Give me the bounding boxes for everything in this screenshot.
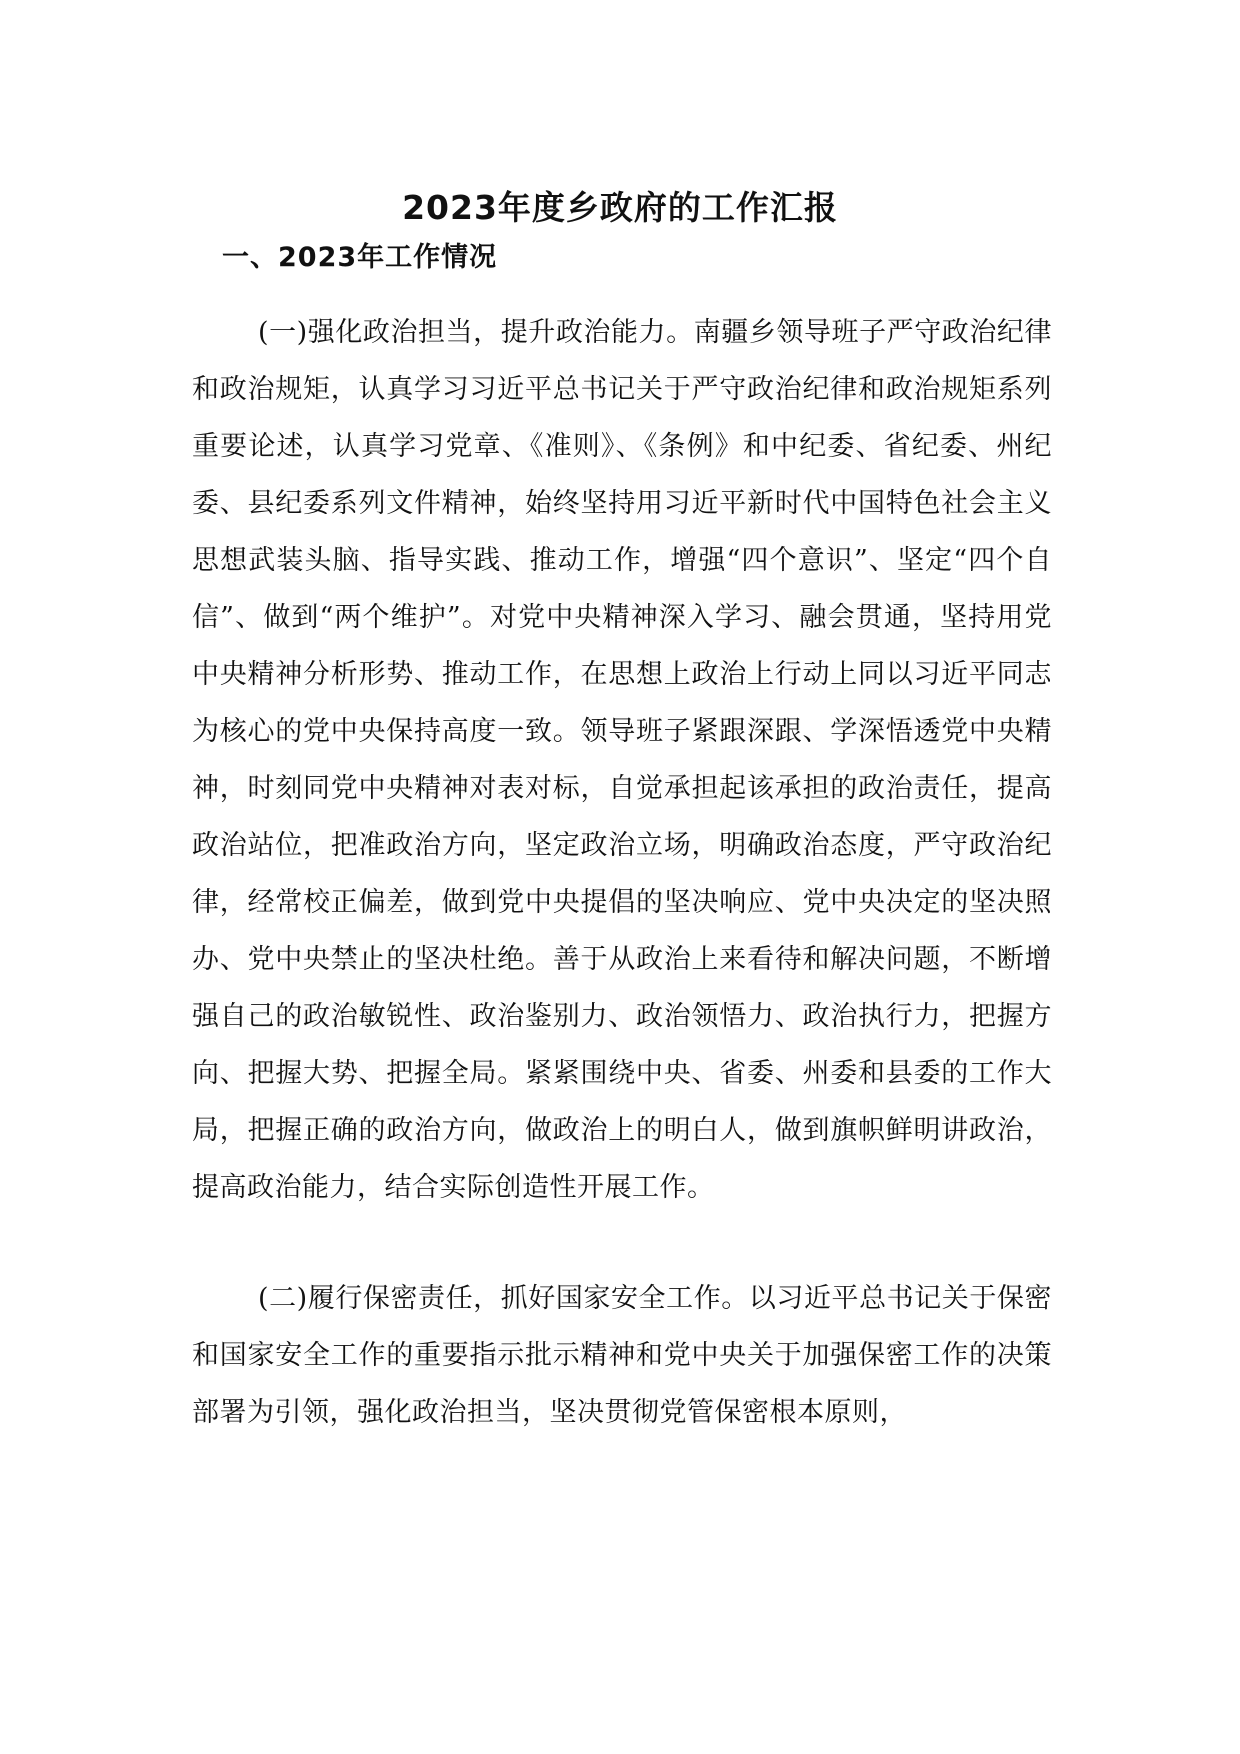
section-heading: 一、2023年工作情况 [222, 242, 498, 273]
document-title: 2023年度乡政府的工作汇报 [402, 188, 838, 227]
paragraph-1: (一)强化政治担当，提升政治能力。南疆乡领导班子严守政治纪律和政治规矩，认真学习习近平总书记关于严守政治纪律和政治规矩系列重要论述，认真学习党章、《准则》、《条例》和中纪委、省纪委、州纪委、县纪委系列文件精神，始终坚持用习近平新时代中国特色社会主义思想武装头脑、指导实践、推动工作，增强“四个意识”、坚定“四个自信”、做到“两个维护”。对党中央精神深入学习、融会贯通，坚持用党中央精神分析形势、推动工作，在思想上政治上行动上同以习近平同志为核心的党中央保持高度一致。领导班子紧跟深跟、学深悟透党中央精神，时刻同党中央精神对表对标，自觉承担起该承担的政治责任，提高政治站位，把准政治方向，坚定政治立场，明确政治态度，严守政治纪律，经常校正偏差，做到党中央提倡的坚决响应、党中央决定的坚决照办、党中央禁止的坚决杜绝。善于从政治上来看待和解决问题，不断增强自己的政治敏锐性、政治鉴别力、政治领悟力、政治执行力，把握方向、把握大势、把握全局。紧紧围绕中央、省委、州委和县委的工作大局，把握正确的政治方向，做政治上的明白人，做到旗帜鲜明讲政治，提高政治能力，结合实际创造性开展工作。 [192, 317, 1052, 1203]
paragraph-2: (二)履行保密责任，抓好国家安全工作。以习近平总书记关于保密和国家安全工作的重要指示批示精神和党中央关于加强保密工作的决策部署为引领，强化政治担当，坚决贯彻党管保密根本原则， [192, 1283, 1052, 1428]
